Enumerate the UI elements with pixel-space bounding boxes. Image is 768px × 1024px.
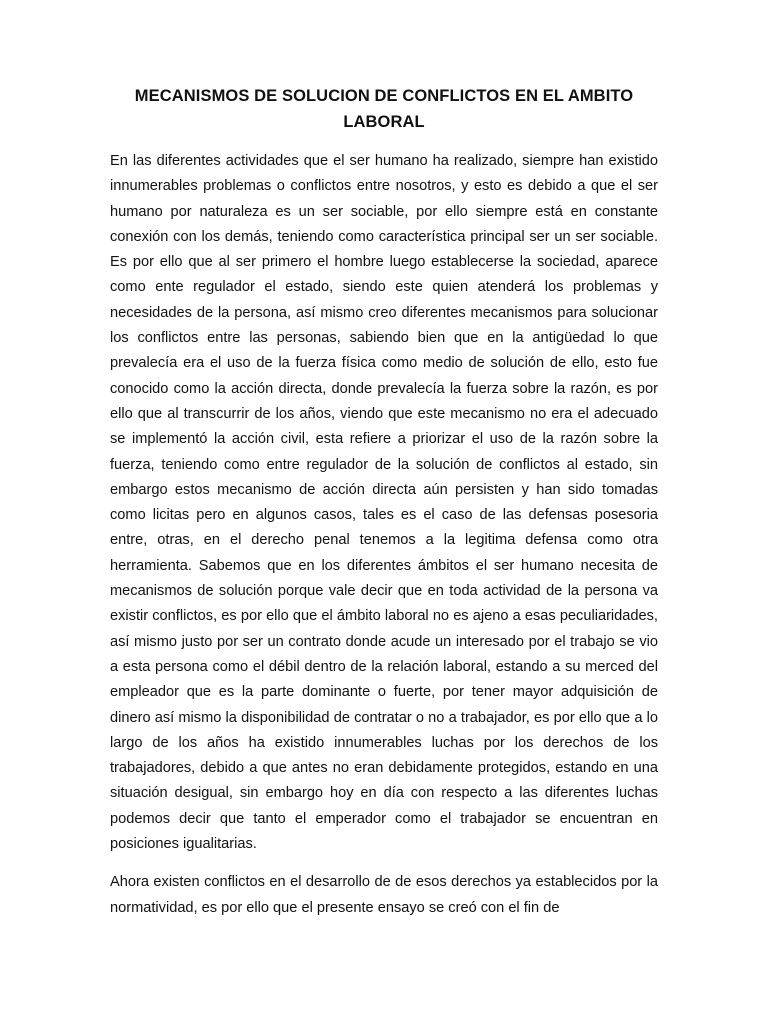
- document-body: [110, 149, 658, 934]
- paragraph-2: Ahora existen conflictos en el desarrollo de de esos derechos ya establecidos por la normatividad, es por ello que el presente ensayo se creó con el fin de: [110, 874, 658, 916]
- document-title: MECANISMOS DE SOLUCION DE CONFLICTOS EN EL AMBITO LABORAL: [134, 87, 634, 131]
- paragraph-1: En las diferentes actividades que el ser humano ha realizado, siempre han existido innumerables problemas o conflictos entre nosotros, y esto es debido a que el ser humano por naturaleza es un ser sociable, por ello siempre está en constante conexión con los demás, teniendo como característica principal ser un ser sociable. Es por ello que al ser primero el hombre luego establecerse la sociedad, aparece como ente regulador el estado, siendo este quien atenderá los problemas y necesidades de la persona, así mismo creo diferentes mecanismos para solucionar los conflictos entre las personas, sabiendo bien que en la antigüedad lo que prevalecía era el uso de la fuerza física como medio de solución de ello, esto fue conocido como la acción directa, donde prevalecía la fuerza sobre la razón, es por ello que al transcurrir de los años, viendo que este mecanismo no era el adecuado se implementó la acción civil, esta refiere a priorizar el uso de la razón sobre la fuerza, teniendo como entre regulador de la solución de conflictos al estado, sin embargo estos mecanismo de acción directa aún persisten y han sido tomadas como licitas pero en algunos casos, tales es el caso de las defensas posesoria entre, otras, en el derecho penal tenemos a la legitima defensa como otra herramienta. Sabemos que en los diferentes ámbitos el ser humano necesita de mecanismos de solución porque vale decir que en toda actividad de la persona va existir conflictos, es por ello que el ámbito laboral no es ajeno a esas peculiaridades, así mismo justo por ser un contrato donde acude un interesado por el trabajo se vio a esta persona como el débil dentro de la relación laboral, estando a su merced del empleador que es la parte dominante o fuerte, por tener mayor adquisición de dinero así mismo la disponibilidad de contratar o no a trabajador, es por ello que a lo largo de los años ha existido innumerables luchas por los derechos de los trabajadores, debido a que antes no eran debidamente protegidos, estando en una situación desigual, sin embargo hoy en día con respecto a las diferentes luchas podemos decir que tanto el emperador como el trabajador se encuentran en posiciones igualitarias.: [110, 153, 658, 853]
